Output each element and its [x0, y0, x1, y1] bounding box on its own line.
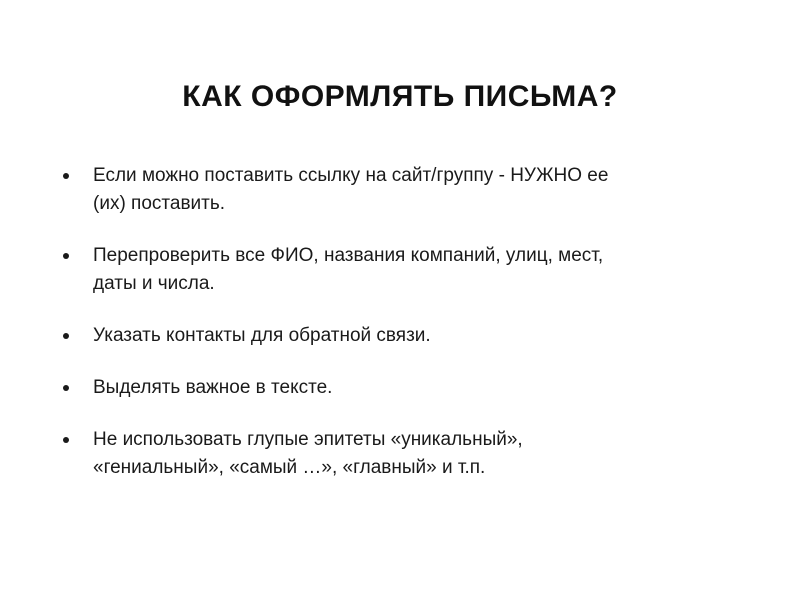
- bullet-list: [60, 162, 720, 482]
- bullet-text-line: Если можно поставить ссылку на сайт/группу - НУЖНО ее: [93, 165, 609, 186]
- bullet-text-line: Указать контакты для обратной связи.: [93, 325, 431, 346]
- bullet-text-line: Выделять важное в тексте.: [93, 377, 333, 398]
- bullet-item: [60, 242, 720, 298]
- bullet-item: [60, 426, 720, 482]
- bullet-dot-icon: [63, 333, 69, 339]
- bullet-text-line: Перепроверить все ФИО, названия компаний, улиц, мест,: [93, 245, 604, 266]
- bullet-text-line: даты и числа.: [93, 273, 215, 294]
- bullet-text-line: (их) поставить.: [93, 193, 226, 214]
- bullet-text-line: Не использовать глупые эпитеты «уникальный»,: [93, 429, 523, 450]
- bullet-item: [60, 374, 720, 402]
- bullet-item: [60, 162, 720, 218]
- slide-title: КАК ОФОРМЛЯТЬ ПИСЬМА?: [182, 80, 618, 113]
- bullet-dot-icon: [63, 253, 69, 259]
- bullet-text-line: «гениальный», «самый …», «главный» и т.п.: [93, 457, 486, 478]
- bullet-dot-icon: [63, 173, 69, 179]
- bullet-item: [60, 322, 720, 350]
- bullet-dot-icon: [63, 385, 69, 391]
- bullet-dot-icon: [63, 437, 69, 443]
